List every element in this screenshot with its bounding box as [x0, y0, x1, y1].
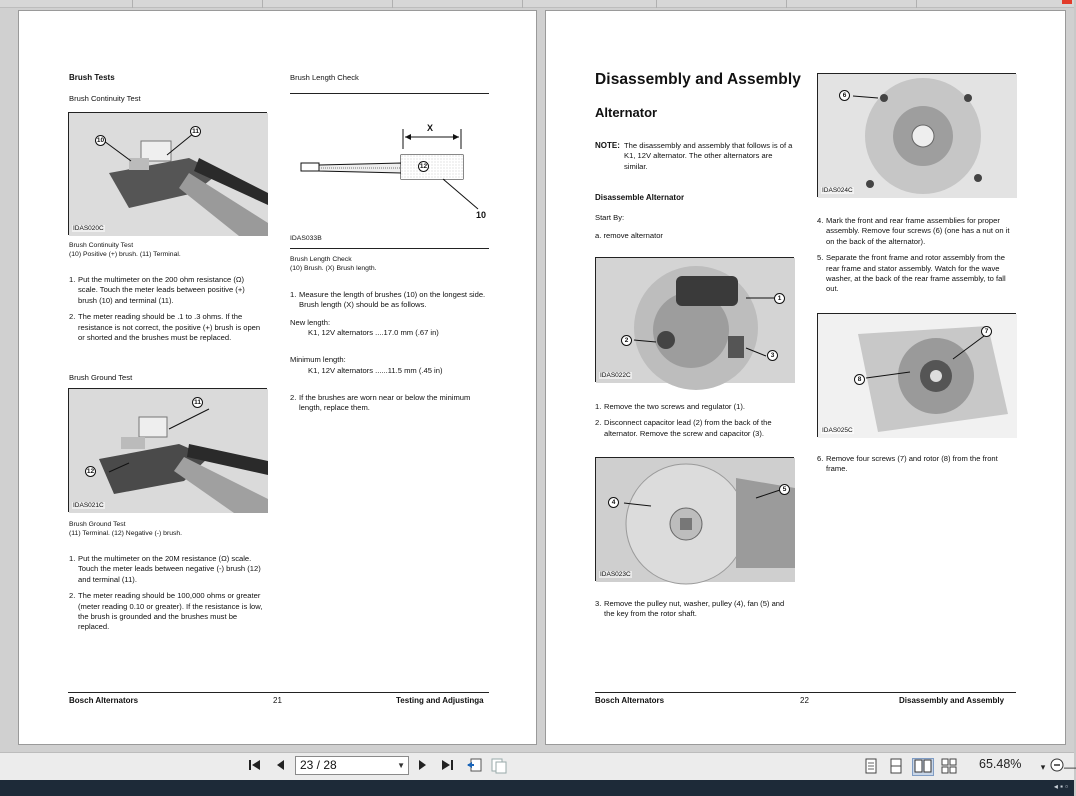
length-step-1: [290, 290, 489, 317]
callout-1: 1: [774, 293, 785, 304]
brush-ground-heading: Brush Ground Test: [69, 373, 133, 382]
brush-length-diagram: [293, 119, 489, 229]
length-step-2: [290, 393, 489, 420]
zoom-slider-icon[interactable]: —: [1064, 760, 1076, 774]
callout-11: 11: [190, 126, 201, 137]
brush-length-heading: Brush Length Check: [290, 73, 359, 82]
fig1-caption-title: Brush Continuity Test: [69, 242, 134, 249]
page-number-field[interactable]: [295, 756, 409, 775]
footer-left: Bosch Alternators: [595, 696, 665, 705]
new-length-value: K1, 12V alternators ....17.0 mm (.67 in): [308, 328, 439, 337]
footer-left: Bosch Alternators: [69, 696, 139, 705]
fig3-caption-body: (10) Brush. (X) Brush length.: [290, 265, 377, 272]
continuity-steps: [69, 275, 264, 349]
frame-screws-photo: [817, 73, 1016, 197]
steps-1-2: [595, 402, 794, 445]
list-item: 1. Put the multimeter on the 20M resistance (Ω) scale. Touch the meter leads between negative (-) brush (12) and terminal (11).: [69, 554, 261, 584]
rotor-photo: [817, 313, 1016, 437]
callout-12: 12: [419, 163, 428, 170]
section-heading: Disassemble Alternator: [595, 193, 685, 202]
list-item: 5. Separate the front frame and rotor assembly from the rear frame and stator assembly. Watch for the wave washer, at the back of the rear frame assembly, to fall out.: [817, 253, 1006, 294]
divider: [290, 93, 489, 94]
list-item: 3. Remove the pulley nut, washer, pulley (4), fan (5) and the key from the rotor shaft.: [595, 599, 785, 619]
single-page-view-icon[interactable]: [863, 758, 879, 776]
zoom-out-icon[interactable]: [1050, 758, 1064, 776]
callout-10: 10: [96, 137, 105, 144]
x-label: X: [427, 123, 434, 133]
continuous-facing-view-icon[interactable]: [939, 758, 959, 776]
start-by-item: a. remove alternator: [595, 231, 663, 240]
first-page-icon[interactable]: [246, 758, 264, 776]
page-22: [545, 10, 1066, 745]
viewer-toolbar: [0, 752, 1074, 780]
callout-5: 5: [779, 484, 790, 495]
figure-code: IDAS023C: [600, 571, 631, 578]
go-back-view-icon[interactable]: [464, 758, 484, 776]
page-21: [18, 10, 537, 745]
callout-3: 3: [767, 350, 778, 361]
start-by: Start By:: [595, 213, 625, 222]
divider: [290, 248, 489, 249]
fig2-caption-body: (11) Terminal. (12) Negative (-) brush.: [69, 530, 183, 537]
system-tray: ◂ ▪ ▫: [1053, 782, 1068, 791]
brush-ground-photo: [68, 388, 267, 512]
steps-4-5: [817, 216, 1016, 301]
new-length-label: New length:: [290, 318, 331, 327]
footer-right: Disassembly and Assembly: [899, 696, 1005, 705]
pulley-photo: [595, 457, 794, 581]
taskbar: [0, 780, 1074, 796]
callout-12: 12: [86, 468, 95, 475]
figure-code: IDAS022C: [600, 372, 631, 379]
figure-code: IDAS021C: [73, 502, 104, 509]
page-number-value: 23 / 28: [300, 758, 337, 772]
callout-4: 4: [608, 497, 619, 508]
chevron-down-icon[interactable]: ▼: [397, 761, 405, 770]
zoom-menu-chevron-icon[interactable]: ▾: [1040, 762, 1046, 772]
note-text: The disassembly and assembly that follows is of a K1, 12V alternator. The other alternators are similar.: [624, 141, 793, 171]
min-length-value: K1, 12V alternators ......11.5 mm (.45 in): [308, 366, 443, 375]
list-item: 1. Put the multimeter on the 200 ohm resistance (Ω) scale. Touch the meter leads between positive (+) brush (10) and terminal (11).: [69, 275, 245, 305]
min-length-label: Minimum length:: [290, 355, 346, 364]
page-title: Disassembly and Assembly: [595, 71, 802, 88]
facing-view-icon[interactable]: [912, 758, 934, 776]
brush-tests-heading: Brush Tests: [69, 73, 115, 82]
callout-10: 10: [476, 210, 487, 220]
continuous-view-icon[interactable]: [887, 758, 905, 776]
previous-page-icon[interactable]: [272, 758, 288, 776]
page-number: 21: [273, 696, 282, 705]
list-item: 1. Remove the two screws and regulator (1).: [595, 402, 745, 411]
list-item: 6. Remove four screws (7) and rotor (8) from the front frame.: [817, 454, 998, 474]
list-item: 2. The meter reading should be 100,000 ohms or greater (meter reading 0.10 or greater). If the resistance is low, the brush is grounded and the brushes must be replaced.: [69, 591, 263, 632]
next-page-icon[interactable]: [415, 758, 431, 776]
list-item: 1. Measure the length of brushes (10) on the longest side. Brush length (X) should be as follows.: [290, 290, 486, 310]
last-page-icon[interactable]: [438, 758, 456, 776]
page-subtitle: Alternator: [595, 105, 658, 120]
zoom-level[interactable]: 65.48%: [979, 757, 1022, 771]
top-thumbnail-strip: [0, 0, 1074, 8]
regulator-photo: [595, 257, 794, 382]
footer-rule: [68, 692, 489, 693]
list-item: 2. Disconnect capacitor lead (2) from the back of the alternator. Remove the screw and capacitor (3).: [595, 418, 772, 438]
fig1-caption-body: (10) Positive (+) brush. (11) Terminal.: [69, 251, 181, 258]
list-item: 2. The meter reading should be .1 to .3 ohms. If the resistance is not correct, the positive (+) brush is open or shorted and the brushes must be replaced.: [69, 312, 261, 343]
callout-11: 11: [192, 397, 203, 408]
page-number: 22: [800, 696, 809, 705]
callout-8: 8: [854, 374, 865, 385]
figure-code: IDAS024C: [822, 187, 853, 194]
footer-rule: [595, 692, 1016, 693]
brush-continuity-heading: Brush Continuity Test: [69, 94, 141, 103]
step-6: [817, 454, 1016, 481]
list-item: 4. Mark the front and rear frame assemblies for proper assembly. Remove four screws (6) (one has a nut on it on the back of the alternator).: [817, 216, 1010, 246]
footer-right: Testing and Adjustinga: [396, 696, 484, 705]
list-item: 2. If the brushes are worn near or below the minimum length, replace them.: [290, 393, 471, 413]
fig3-code: IDAS033B: [290, 235, 322, 242]
ground-steps: [69, 554, 264, 639]
go-forward-view-icon[interactable]: [489, 758, 509, 776]
callout-2: 2: [621, 335, 632, 346]
brush-continuity-photo: [68, 112, 267, 235]
status-marker: [1062, 0, 1072, 4]
figure-code: IDAS025C: [822, 427, 853, 434]
fig2-caption-title: Brush Ground Test: [69, 521, 126, 528]
figure-code: IDAS020C: [73, 225, 104, 232]
fig3-caption-title: Brush Length Check: [290, 256, 352, 263]
callout-7: 7: [981, 326, 992, 337]
step-3: [595, 599, 794, 626]
callout-6: 6: [839, 90, 850, 101]
note-label: NOTE:: [595, 141, 620, 150]
